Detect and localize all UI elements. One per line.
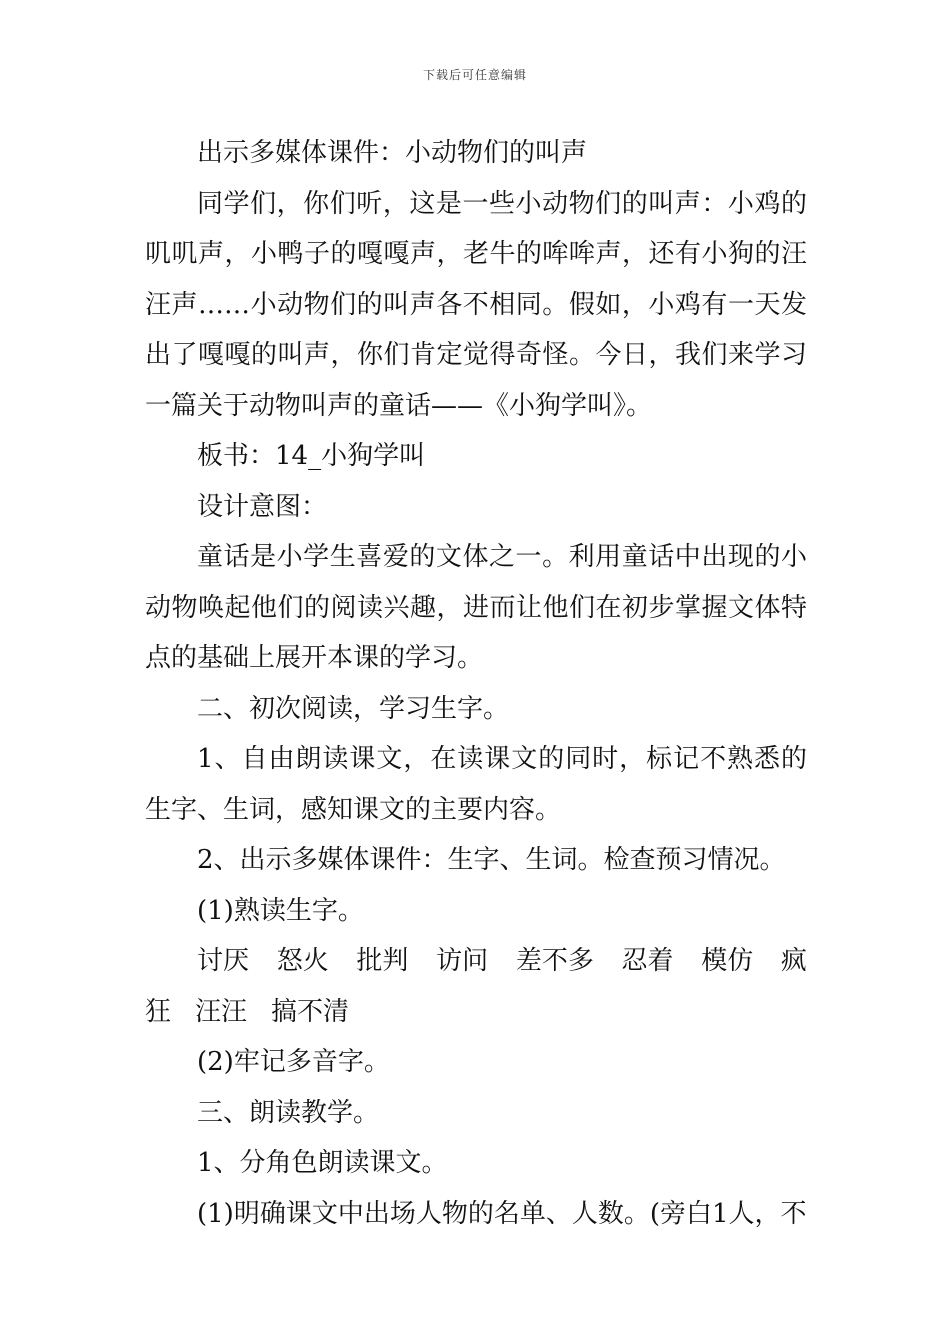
document-body (145, 128, 807, 1239)
vocab-word: 差不多 (515, 946, 594, 976)
vocab-word: 忍着 (621, 946, 674, 976)
paragraph-free-reading: 1、自由朗读课文，在读课文的同时，标记不熟悉的生字、生词，感知课文的主要内容。 (145, 744, 807, 825)
vocab-word: 怒火 (276, 946, 329, 976)
paragraph-board-writing: 板书：14_小狗学叫 (197, 441, 426, 471)
paragraph-role-reading: 1、分角色朗读课文。 (197, 1148, 448, 1178)
paragraph-courseware-title: 出示多媒体课件：小动物们的叫声 (197, 138, 588, 168)
paragraph-design-intent: 童话是小学生喜爱的文体之一。利用童话中出现的小动物唤起他们的阅读兴趣，进而让他们在初步掌握文体特点的基础上展开本课的学习。 (145, 542, 807, 673)
vocab-word: 批判 (356, 946, 409, 976)
paragraph-show-courseware: 2、出示多媒体课件：生字、生词。检查预习情况。 (197, 845, 786, 875)
paragraph-polyphonic: (2)牢记多音字。 (197, 1047, 390, 1077)
vocab-word: 搞不清 (271, 996, 350, 1027)
vocabulary-row (145, 936, 807, 987)
vocab-word: 狂 (145, 996, 172, 1027)
paragraph-characters-count: (1)明确课文中出场人物的名单、人数。(旁白1人，不 (197, 1198, 807, 1229)
paragraph-intro: 同学们，你们听，这是一些小动物们的叫声：小鸡的叽叽声，小鸭子的嘎嘎声，老牛的哞哞声，还有小狗的汪汪声……小动物们的叫声各不相同。假如，小鸡有一天发出了嘎嘎的叫声，你们肯定觉得奇怪。今日，我们来学习一篇关于动物叫声的童话——《小狗学叫》。 (145, 188, 807, 421)
section-heading-reading-teaching: 三、朗读教学。 (197, 1097, 380, 1128)
vocab-word: 讨厌 (197, 946, 250, 976)
vocabulary-row (145, 987, 807, 1038)
vocabulary-list (145, 936, 807, 1037)
page-header: 下载后可任意编辑 (422, 68, 527, 82)
vocab-word: 汪汪 (195, 996, 248, 1027)
vocab-word: 疯 (780, 946, 807, 976)
paragraph-design-intent-label: 设计意图： (197, 491, 328, 522)
vocab-word: 模仿 (701, 946, 754, 976)
paragraph-read-characters: (1)熟读生字。 (197, 895, 364, 926)
vocab-word: 访问 (436, 946, 489, 976)
section-heading-first-reading: 二、初次阅读，学习生字。 (197, 693, 510, 724)
